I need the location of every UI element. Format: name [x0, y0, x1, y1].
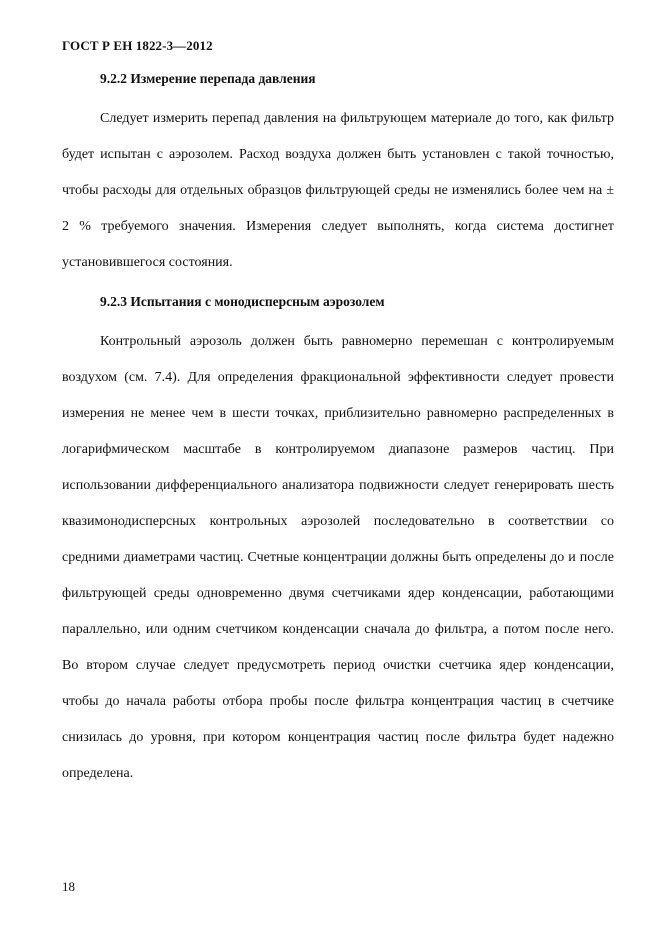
standard-header: ГОСТ Р ЕН 1822-3—2012: [62, 38, 213, 53]
section-heading-monodisperse-test: 9.2.3 Испытания с монодисперсным аэрозолем: [100, 294, 385, 309]
document-content: [62, 68, 614, 792]
section-heading-pressure-drop: 9.2.2 Измерение перепада давления: [100, 71, 316, 86]
paragraph-pressure-drop: Следует измерить перепад давления на фильтрующем материале до того, как фильтр будет испытан с аэрозолем. Расход воздуха должен быть установлен с такой точностью, чтобы расходы для отдельных образцов фильтрующей среды не изменялись более чем на ± 2 % требуемого значения. Измерения следует выполнять, когда система достигнет установившегося состояния.: [62, 111, 614, 270]
page-number: 18: [62, 879, 75, 894]
paragraph-monodisperse-test: Контрольный аэрозоль должен быть равномерно перемешан с контролируемым воздухом (см. 7.4). Для определения фракциональной эффективности следует провести измерения не менее чем в шести точках, приблизительно равномерно распределенных в логарифмическом масштабе в контролируемом диапазоне размеров частиц. При использовании дифференциального анализатора подвижности следует генерировать шесть квазимонодисперсных контрольных аэрозолей последовательно в соответствии со средними диаметрами частиц. Счетные концентрации должны быть определены до и после фильтрующей среды одновременно двумя счетчиками ядер конденсации, работающими параллельно, или одним счетчиком конденсации сначала до фильтра, а потом после него. Во втором случае следует предусмотреть период очистки счетчика ядер конденсации, чтобы до начала работы отбора пробы после фильтра концентрация частиц в счетчике снизилась до уровня, при котором концентрация частиц после фильтра будет надежно определена.: [62, 334, 614, 781]
